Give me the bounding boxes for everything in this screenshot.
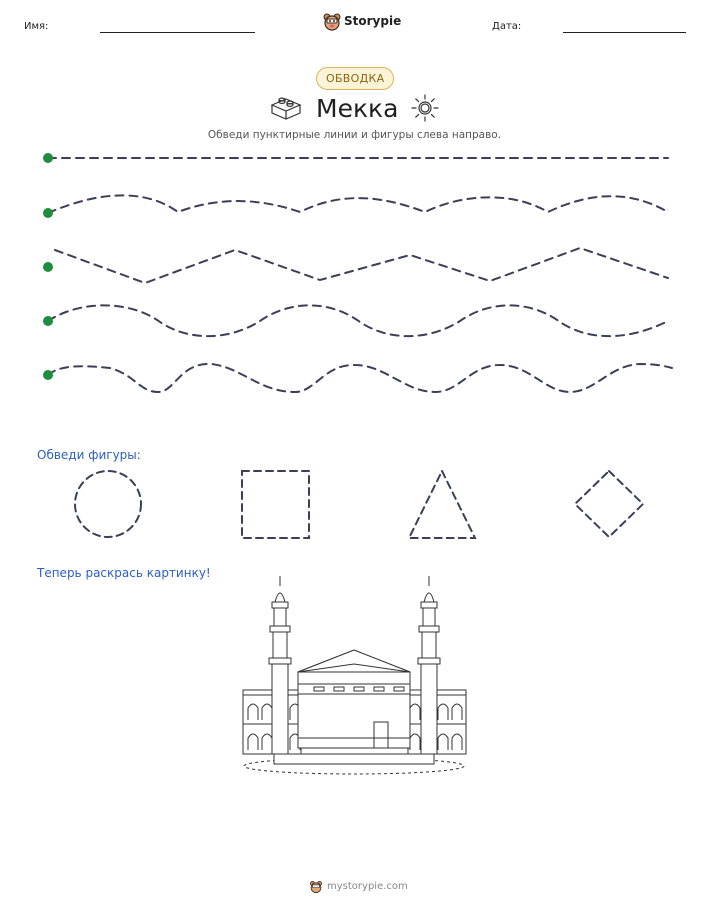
- trace-shape-triangle: [409, 471, 475, 538]
- trace-line-smooth-wave: [48, 195, 668, 213]
- trace-line-bumpy-wave: [48, 364, 672, 392]
- date-field[interactable]: [563, 32, 686, 33]
- instructions: Обведи пунктирные линии и фигуры слева направо.: [207, 129, 502, 141]
- brand-name: Storypie: [344, 14, 402, 28]
- kaaba-coloring-picture[interactable]: [238, 572, 470, 778]
- start-dot: [43, 370, 53, 380]
- trace-line-wave: [48, 305, 668, 336]
- coloring-heading: Теперь раскрась картинку!: [37, 566, 211, 580]
- start-dot: [43, 316, 53, 326]
- category-badge: ОБВОДКА: [316, 67, 394, 90]
- start-dot: [43, 208, 53, 218]
- lego-brick-icon: [270, 93, 302, 121]
- trace-shape-diamond: [575, 471, 643, 537]
- tracing-lines: [0, 140, 709, 400]
- storypie-logo-icon: [322, 12, 342, 32]
- trace-shape-circle: [75, 471, 141, 537]
- footer-logo-icon: [309, 879, 323, 893]
- trace-line-zigzag: [55, 248, 668, 283]
- date-label: Дата:: [492, 21, 522, 32]
- name-label: Имя:: [24, 21, 49, 32]
- trace-shape-square: [242, 471, 309, 538]
- shapes-heading: Обведи фигуры:: [37, 448, 141, 462]
- name-field[interactable]: [100, 32, 255, 33]
- start-dot: [43, 262, 53, 272]
- page-title: Мекка: [316, 94, 399, 123]
- start-dot: [43, 153, 53, 163]
- sun-icon: [410, 93, 440, 123]
- footer-url[interactable]: mystorypie.com: [327, 881, 408, 892]
- tracing-shapes: [0, 465, 709, 545]
